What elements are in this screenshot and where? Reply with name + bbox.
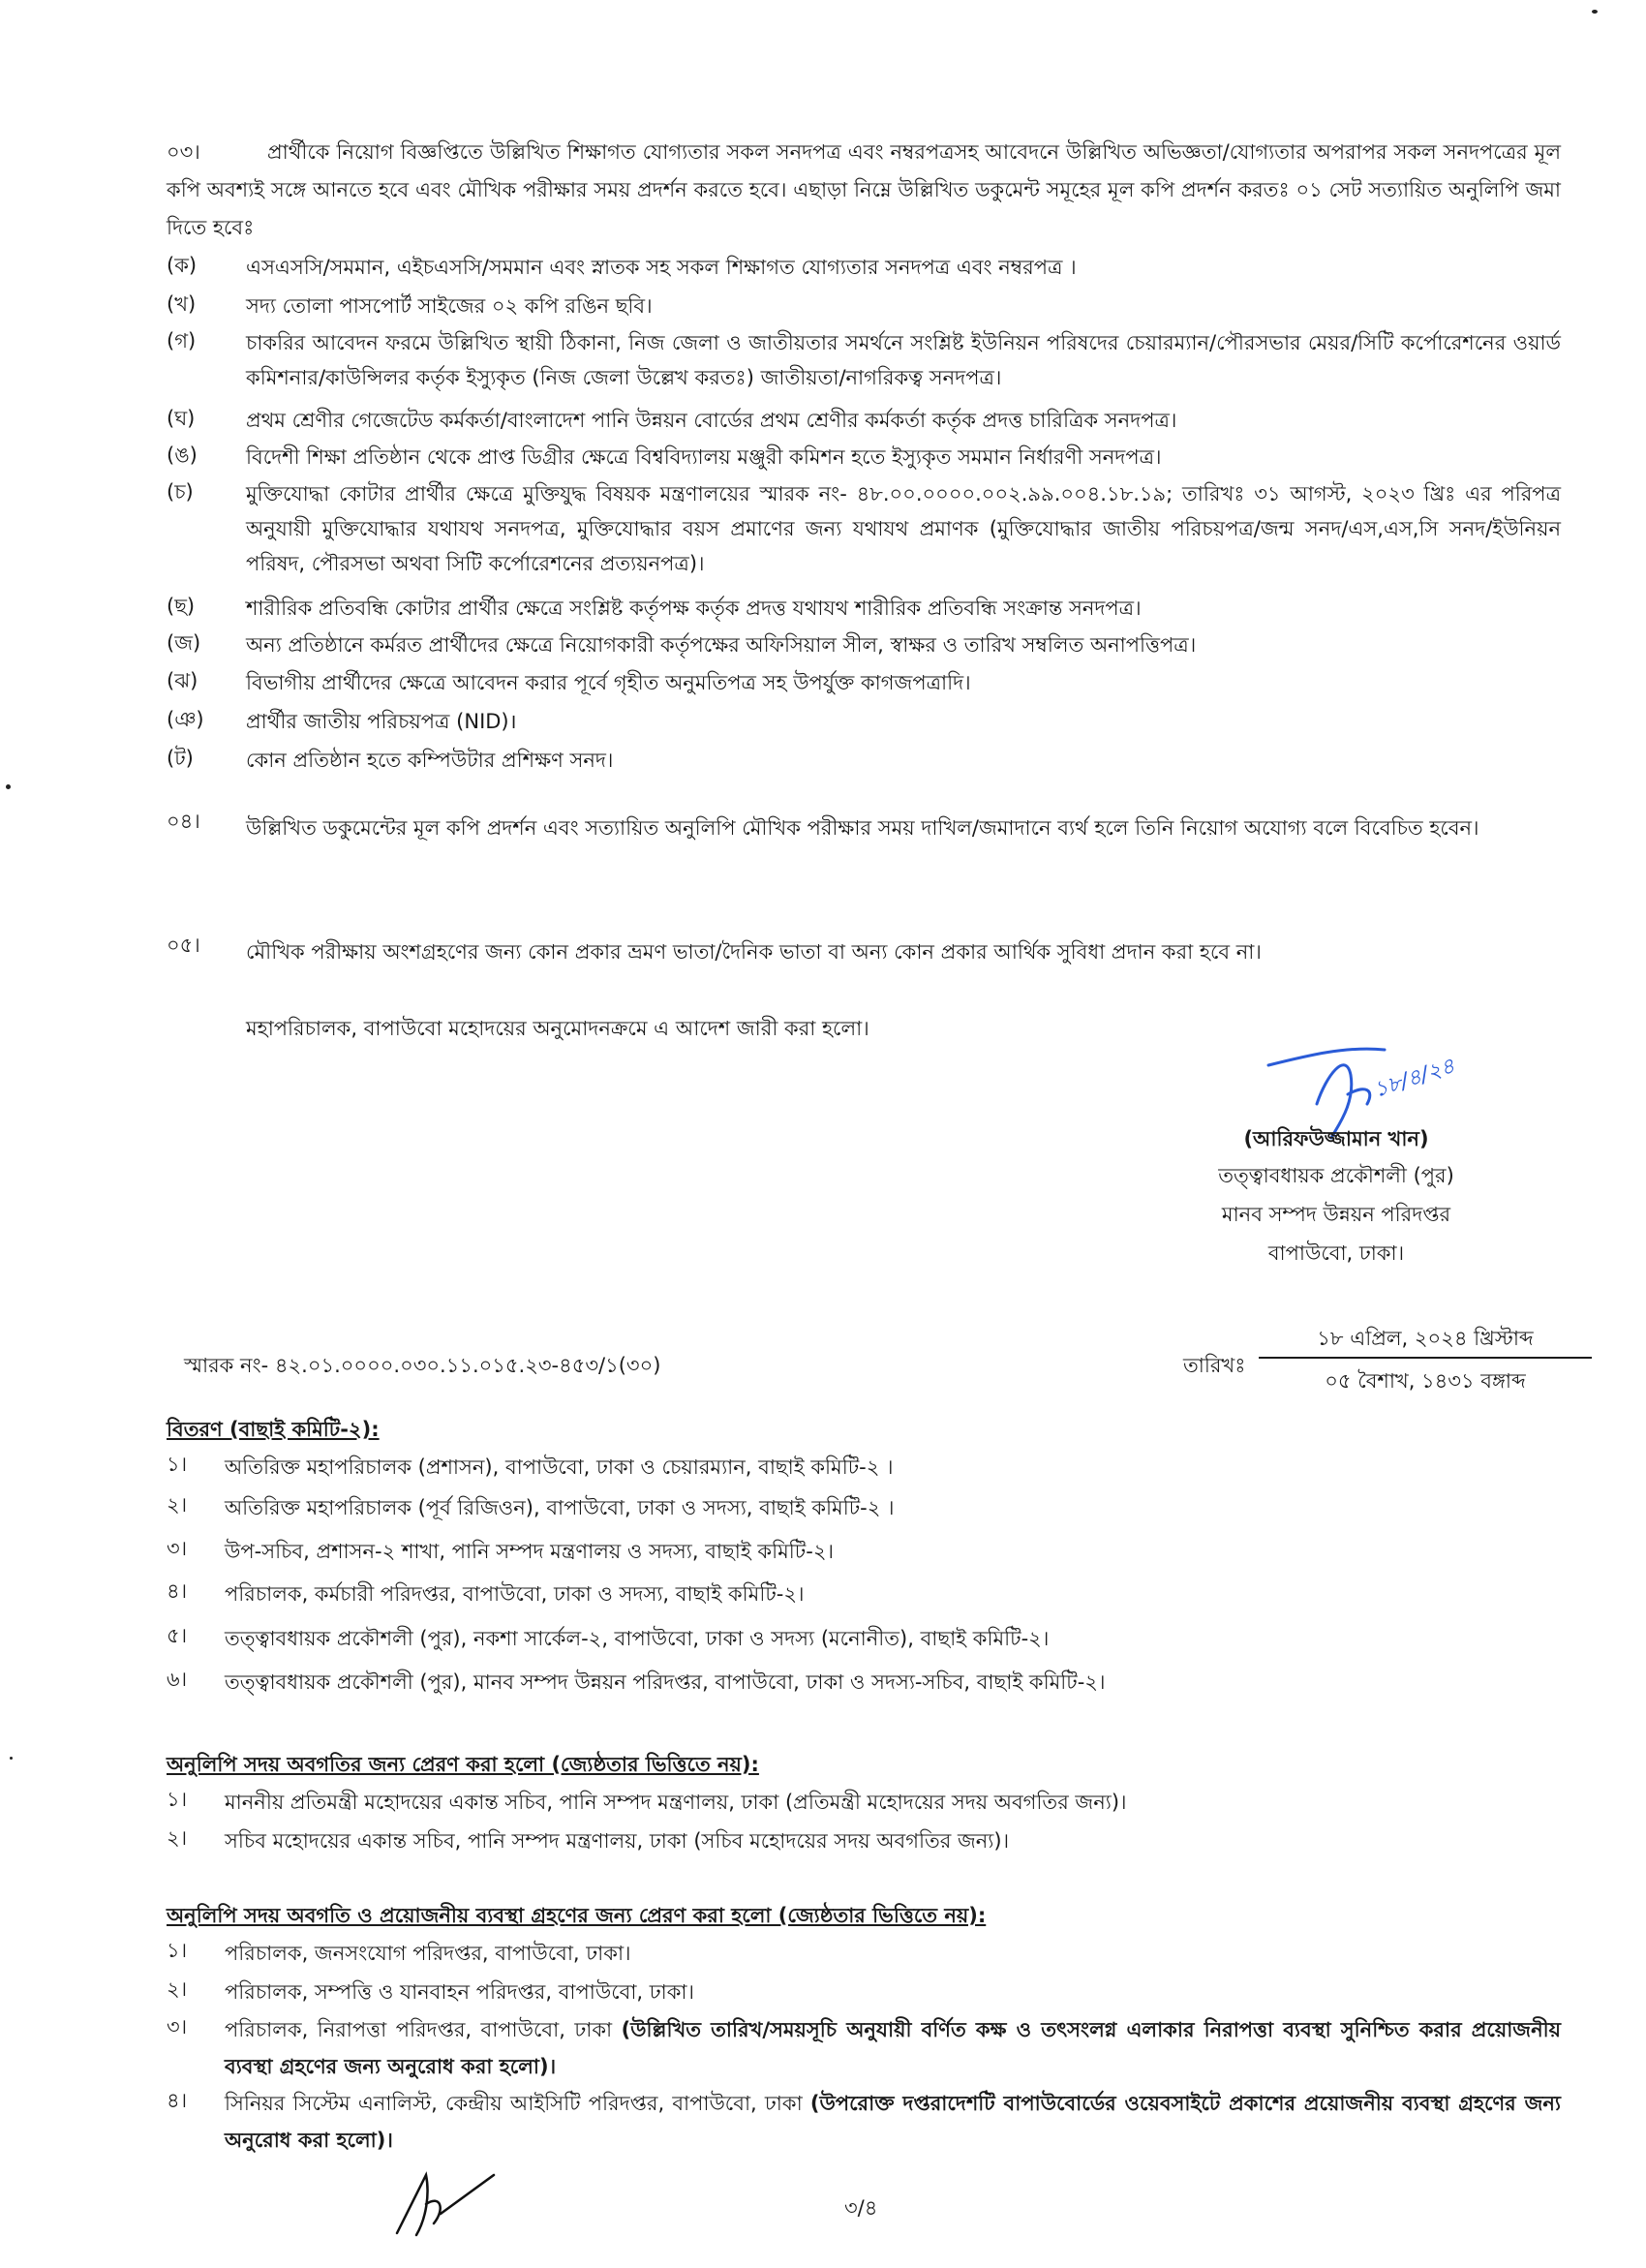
doc-item-text: অন্য প্রতিষ্ঠানে কর্মরত প্রার্থীদের ক্ষেত্রে নিয়োগকারী কর্তৃপক্ষের অফিসিয়াল সীল, স্বাক্ষর ও তারিখ সম্বলিত অনাপত্তিপত্র। — [246, 633, 1197, 657]
doc-item-key: (জ) — [167, 631, 201, 655]
list-item-number: ১। — [167, 1788, 188, 1811]
doc-item-key: (ঝ) — [167, 669, 198, 692]
list-item-text: পরিচালক, সম্পত্তি ও যানবাহন পরিদপ্তর, বাপাউবো, ঢাকা। — [225, 1980, 695, 2004]
doc-item-key: (গ) — [167, 329, 197, 352]
doc-item-key: (ট) — [167, 747, 194, 770]
page-number: ৩/৪ — [844, 2196, 878, 2220]
date-gregorian: ১৮ এপ্রিল, ২০২৪ খ্রিস্টাব্দ — [1317, 1327, 1534, 1350]
signatory-designation: তত্ত্বাবধায়ক প্রকৌশলী (পুর) — [1218, 1164, 1454, 1187]
paragraph-05-number: ০৫। — [167, 934, 200, 957]
signatory-location: বাপাউবো, ঢাকা। — [1267, 1241, 1405, 1265]
distribution-heading: বিতরণ (বাছাই কমিটি-২): — [167, 1418, 380, 1441]
doc-item-key: (ছ) — [167, 595, 196, 618]
list-item-bold-note: (উপরোক্ত দপ্তরাদেশটি বাপাউবোর্ডের ওয়েবসাইটে প্রকাশের প্রয়োজনীয় ব্যবস্থা গ্রহণের জন্য অনুরোধ করা হলো)। — [225, 2092, 1561, 2152]
memo-number: স্মারক নং- ৪২.০১.০০০০.০৩০.১১.০১৫.২৩-৪৫৩/১(৩০) — [184, 1354, 661, 1377]
list-item-text: তত্ত্বাবধায়ক প্রকৌশলী (পুর), মানব সম্পদ উন্নয়ন পরিদপ্তর, বাপাউবো, ঢাকা ও সদস্য-সচিব, বাছাই কমিটি-২। — [225, 1670, 1106, 1694]
list-item-number: ৩। — [167, 1537, 188, 1560]
doc-item-key: (চ) — [167, 480, 194, 504]
list-item-number: ২। — [167, 1826, 188, 1850]
list-item-text: উপ-সচিব, প্রশাসন-২ শাখা, পানি সম্পদ মন্ত্রণালয় ও সদস্য, বাছাই কমিটি-২। — [225, 1540, 834, 1563]
list-item-text: সিনিয়র সিস্টেম এনালিস্ট, কেন্দ্রীয় আইসিটি পরিদপ্তর, বাপাউবো, ঢাকা (উপরোক্ত দপ্তরাদেশটি বাপাউবোর্ডের ওয়েবসাইটে প্রকাশের প্রয়োজনীয় ব্যবস্থা গ্রহণের জন্য অনুরোধ করা হলো)। — [225, 2092, 1561, 2152]
list-item-number: ৫। — [167, 1624, 188, 1647]
list-item-text: পরিচালক, জনসংযোগ পরিদপ্তর, বাপাউবো, ঢাকা। — [225, 1942, 631, 1965]
date-label: তারিখঃ — [1183, 1354, 1246, 1377]
list-item-text: মাননীয় প্রতিমন্ত্রী মহোদয়ের একান্ত সচিব, পানি সম্পদ মন্ত্রণালয়, ঢাকা (প্রতিমন্ত্রী মহোদয়ের সদয় অবগতির জন্য)। — [225, 1791, 1127, 1814]
scan-speck — [10, 1757, 13, 1760]
doc-item-text: শারীরিক প্রতিবন্ধি কোটার প্রার্থীর ক্ষেত্রে সংশ্লিষ্ট কর্তৃপক্ষ কর্তৃক প্রদত্ত যথাযথ শারীরিক প্রতিবন্ধি সংক্রান্ত সনদপত্র। — [246, 597, 1142, 620]
list-item-number: ৪। — [167, 1579, 188, 1603]
list-item-number: ৩। — [167, 2015, 188, 2038]
scan-speck — [1592, 10, 1598, 14]
doc-item-text: প্রার্থীর জাতীয় পরিচয়পত্র (NID)। — [246, 710, 517, 733]
signatory-office: মানব সম্পদ উন্নয়ন পরিদপ্তর — [1221, 1203, 1451, 1226]
list-item-number: ৬। — [167, 1668, 188, 1691]
doc-item-key: (ঘ) — [167, 407, 196, 430]
doc-item-text: বিভাগীয় প্রার্থীদের ক্ষেত্রে আবেদন করার পূর্বে গৃহীত অনুমতিপত্র সহ উপর্যুক্ত কাগজপত্রাদি। — [246, 671, 971, 694]
doc-item-key: (ক) — [167, 254, 198, 277]
approval-statement: মহাপরিচালক, বাপাউবো মহোদয়ের অনুমোদনক্রমে এ আদেশ জারী করা হলো। — [246, 1017, 869, 1040]
list-item-text: পরিচালক, নিরাপত্তা পরিদপ্তর, বাপাউবো, ঢাকা (উল্লিখিত তারিখ/সময়সূচি অনুযায়ী বর্ণিত কক্ষ ও তৎসংলগ্ন এলাকার নিরাপত্তা ব্যবস্থা সুনিশ্চিত করার প্রয়োজনীয় ব্যবস্থা গ্রহণের জন্য অনুরোধ করা হলো)। — [225, 2018, 1561, 2078]
date-bangla: ০৫ বৈশাখ, ১৪৩১ বঙ্গাব্দ — [1325, 1369, 1526, 1393]
doc-item-text: বিদেশী শিক্ষা প্রতিষ্ঠান থেকে প্রাপ্ত ডিগ্রীর ক্ষেত্রে বিশ্ববিদ্যালয় মঞ্জুরী কমিশন হতে ইস্যুকৃত সমমান নির্ধারণী সনদপত্র। — [246, 445, 1162, 469]
list-item-number: ২। — [167, 1977, 188, 2001]
doc-item-key: (খ) — [167, 292, 197, 316]
paragraph-03 — [167, 134, 1561, 247]
initial-signature-icon — [387, 2165, 503, 2243]
list-item-number: ১। — [167, 1939, 188, 1962]
paragraph-04-text: উল্লিখিত ডকুমেন্টের মূল কপি প্রদর্শন এবং সত্যায়িত অনুলিপি মৌখিক পরীক্ষার সময় দাখিল/জমাদানে ব্যর্থ হলে তিনি নিয়োগ অযোগ্য বলে বিবেচিত হবেন। — [246, 816, 1479, 840]
list-item-text: পরিচালক, কর্মচারী পরিদপ্তর, বাপাউবো, ঢাকা ও সদস্য, বাছাই কমিটি-২। — [225, 1582, 805, 1606]
doc-item-text: মুক্তিযোদ্ধা কোটার প্রার্থীর ক্ষেত্রে মুক্তিযুদ্ধ বিষয়ক মন্ত্রণালয়ের স্মারক নং- ৪৮.০০.০০০০.০০২.৯৯.০০৪.১৮.১৯; তারিখঃ ৩১ আগস্ট, ২০২৩ খ্রিঃ এর পরিপত্র অনুযায়ী মুক্তিযোদ্ধার যথাযথ সনদপত্র, মুক্তিযোদ্ধার বয়স প্রমাণের জন্য যথাযথ প্রমাণক (মুক্তিযোদ্ধার জাতীয় পরিচয়পত্র/জন্ম সনদ/এস,এস,সি সনদ/ইউনিয়ন পরিষদ, পৌরসভা অথবা সিটি কর্পোরেশনের প্রত্যয়নপত্র)। — [246, 482, 1561, 575]
paragraph-04-number: ০৪। — [167, 810, 200, 833]
list-item-number: ১। — [167, 1453, 188, 1476]
copy-action-heading: অনুলিপি সদয় অবগতি ও প্রয়োজনীয় ব্যবস্থা গ্রহণের জন্য প্রেরণ করা হলো (জ্যেষ্ঠতার ভিত্তিতে নয়): — [167, 1904, 987, 1927]
list-item-bold-note: (উল্লিখিত তারিখ/সময়সূচি অনুযায়ী বর্ণিত কক্ষ ও তৎসংলগ্ন এলাকার নিরাপত্তা ব্যবস্থা সুনিশ্চিত করার প্রয়োজনীয় ব্যবস্থা গ্রহণের জন্য অনুরোধ করা হলো)। — [225, 2018, 1561, 2078]
doc-item-text: এসএসসি/সমমান, এইচএসসি/সমমান এবং স্নাতক সহ সকল শিক্ষাগত যোগ্যতার সনদপত্র এবং নম্বরপত্র । — [246, 256, 1077, 279]
doc-item-text: কোন প্রতিষ্ঠান হতে কম্পিউটার প্রশিক্ষণ সনদ। — [246, 749, 614, 772]
list-item-text: অতিরিক্ত মহাপরিচালক (প্রশাসন), বাপাউবো, ঢাকা ও চেয়ারম্যান, বাছাই কমিটি-২ । — [225, 1456, 894, 1479]
doc-item-text: প্রথম শ্রেণীর গেজেটেড কর্মকর্তা/বাংলাদেশ পানি উন্নয়ন বোর্ডের প্রথম শ্রেণীর কর্মকর্তা কর্তৃক প্রদত্ত চারিত্রিক সনদপত্র। — [246, 409, 1177, 432]
list-item-number: ৪। — [167, 2089, 188, 2112]
doc-item-text: চাকরির আবেদন ফরমে উল্লিখিত স্থায়ী ঠিকানা, নিজ জেলা ও জাতীয়তার সমর্থনে সংশ্লিষ্ট ইউনিয়ন পরিষদের চেয়ারম্যান/পৌরসভার মেয়র/সিটি কর্পোরেশনের ওয়ার্ড কমিশনার/কাউন্সিলর কর্তৃক ইস্যুকৃত (নিজ জেলা উল্লেখ করতঃ) জাতীয়তা/নাগরিকত্ব সনদপত্র। — [246, 331, 1561, 389]
doc-item-key: (ঙ) — [167, 444, 198, 467]
date-divider — [1259, 1357, 1592, 1359]
copy-info-heading: অনুলিপি সদয় অবগতির জন্য প্রেরণ করা হলো (জ্যেষ্ঠতার ভিত্তিতে নয়): — [167, 1753, 759, 1776]
doc-item-key: (ঞ) — [167, 708, 204, 731]
paragraph-03-number: ০৩। — [167, 140, 200, 164]
list-item-text: তত্ত্বাবধায়ক প্রকৌশলী (পুর), নকশা সার্কেল-২, বাপাউবো, ঢাকা ও সদস্য (মনোনীত), বাছাই কমিটি-২। — [225, 1627, 1050, 1650]
signatory-name: (আরিফউজ্জামান খান) — [1243, 1127, 1429, 1150]
list-item-text: সচিব মহোদয়ের একান্ত সচিব, পানি সম্পদ মন্ত্রণালয়, ঢাকা (সচিব মহোদয়ের সদয় অবগতির জন্য)। — [225, 1829, 1010, 1853]
doc-item-text: সদ্য তোলা পাসপোর্ট সাইজের ০২ কপি রঙিন ছবি। — [246, 294, 653, 318]
signature-date: ১৮/৪/২৪ — [1370, 1054, 1458, 1103]
list-item-number: ২। — [167, 1493, 188, 1517]
paragraph-03-text: প্রার্থীকে নিয়োগ বিজ্ঞপ্তিতে উল্লিখিত শিক্ষাগত যোগ্যতার সকল সনদপত্র এবং নম্বরপত্রসহ আবেদনে উল্লিখিত অভিজ্ঞতা/যোগ্যতার অপরাপর সকল সনদপত্রের মূল কপি অবশ্যই সঙ্গে আনতে হবে এবং মৌখিক পরীক্ষার সময় প্রদর্শন করতে হবে। এছাড়া নিম্নে উল্লিখিত ডকুমেন্ট সমূহের মূল কপি প্রদর্শন করতঃ ০১ সেট সত্যায়িত অনুলিপি জমা দিতে হবেঃ — [167, 140, 1561, 239]
list-item-text: অতিরিক্ত মহাপরিচালক (পূর্ব রিজিওন), বাপাউবো, ঢাকা ও সদস্য, বাছাই কমিটি-২ । — [225, 1496, 895, 1519]
scan-speck — [6, 784, 11, 789]
paragraph-05-text: মৌখিক পরীক্ষায় অংশগ্রহণের জন্য কোন প্রকার ভ্রমণ ভাতা/দৈনিক ভাতা বা অন্য কোন প্রকার আর্থিক সুবিধা প্রদান করা হবে না। — [246, 940, 1262, 964]
